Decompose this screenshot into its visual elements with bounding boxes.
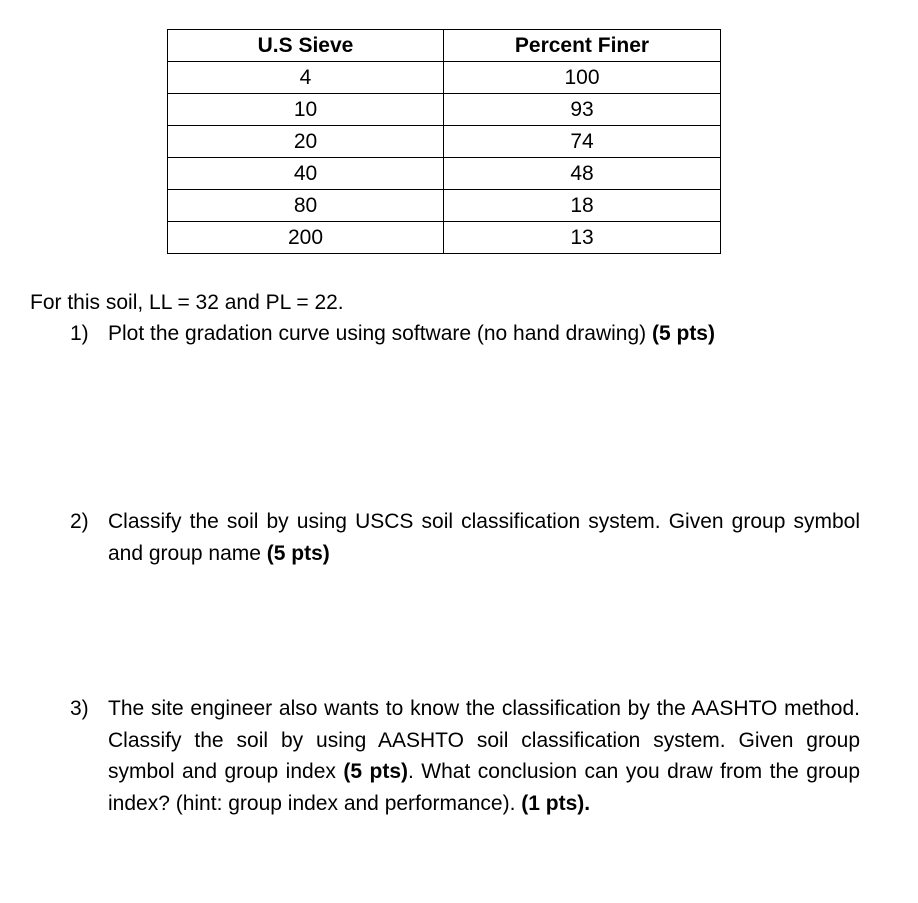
question-2 bbox=[70, 506, 860, 569]
question-1 bbox=[70, 318, 860, 350]
question-points: (5 pts) bbox=[343, 760, 408, 783]
percent-finer-cell: 18 bbox=[444, 190, 721, 222]
sieve-cell: 4 bbox=[168, 62, 444, 94]
percent-finer-cell: 93 bbox=[444, 94, 721, 126]
sieve-table bbox=[167, 29, 721, 254]
percent-finer-cell: 48 bbox=[444, 158, 721, 190]
percent-finer-cell: 74 bbox=[444, 126, 721, 158]
question-text: . What conclusion can you draw from the group index? (hint: group index and performance). bbox=[108, 760, 860, 815]
question-body bbox=[108, 693, 860, 819]
question-text: Classify the soil by using USCS soil classification system. Given group symbol and group name bbox=[108, 510, 860, 565]
question-points: (1 pts). bbox=[521, 791, 591, 815]
soil-limits-statement: For this soil, LL = 32 and PL = 22. bbox=[30, 291, 344, 314]
question-points: (5 pts) bbox=[651, 322, 715, 345]
question-text: The site engineer also wants to know the classification by the AASHTO method. Classify the soil by using AASHTO soil classification system. Given group symbol and group index bbox=[108, 697, 860, 783]
question-points: (5 pts) bbox=[266, 541, 330, 565]
question-3 bbox=[70, 693, 860, 819]
header-us-sieve: U.S Sieve bbox=[168, 30, 444, 62]
table-row bbox=[168, 222, 721, 254]
question-number: 1) bbox=[70, 322, 89, 345]
sieve-cell: 10 bbox=[168, 94, 444, 126]
header-percent-finer: Percent Finer bbox=[444, 30, 721, 62]
question-text: Plot the gradation curve using software (no hand drawing) bbox=[108, 322, 652, 345]
table-row bbox=[168, 94, 721, 126]
sieve-cell: 80 bbox=[168, 190, 444, 222]
sieve-cell: 40 bbox=[168, 158, 444, 190]
question-body bbox=[108, 318, 860, 350]
sieve-cell: 200 bbox=[168, 222, 444, 254]
table-row bbox=[168, 190, 721, 222]
table-row bbox=[168, 62, 721, 94]
sieve-cell: 20 bbox=[168, 126, 444, 158]
table-row bbox=[168, 158, 721, 190]
table-header-row bbox=[168, 30, 721, 62]
question-number: 2) bbox=[70, 510, 89, 533]
percent-finer-cell: 100 bbox=[444, 62, 721, 94]
table-row bbox=[168, 126, 721, 158]
question-number: 3) bbox=[70, 697, 89, 720]
question-body bbox=[108, 506, 860, 569]
percent-finer-cell: 13 bbox=[444, 222, 721, 254]
